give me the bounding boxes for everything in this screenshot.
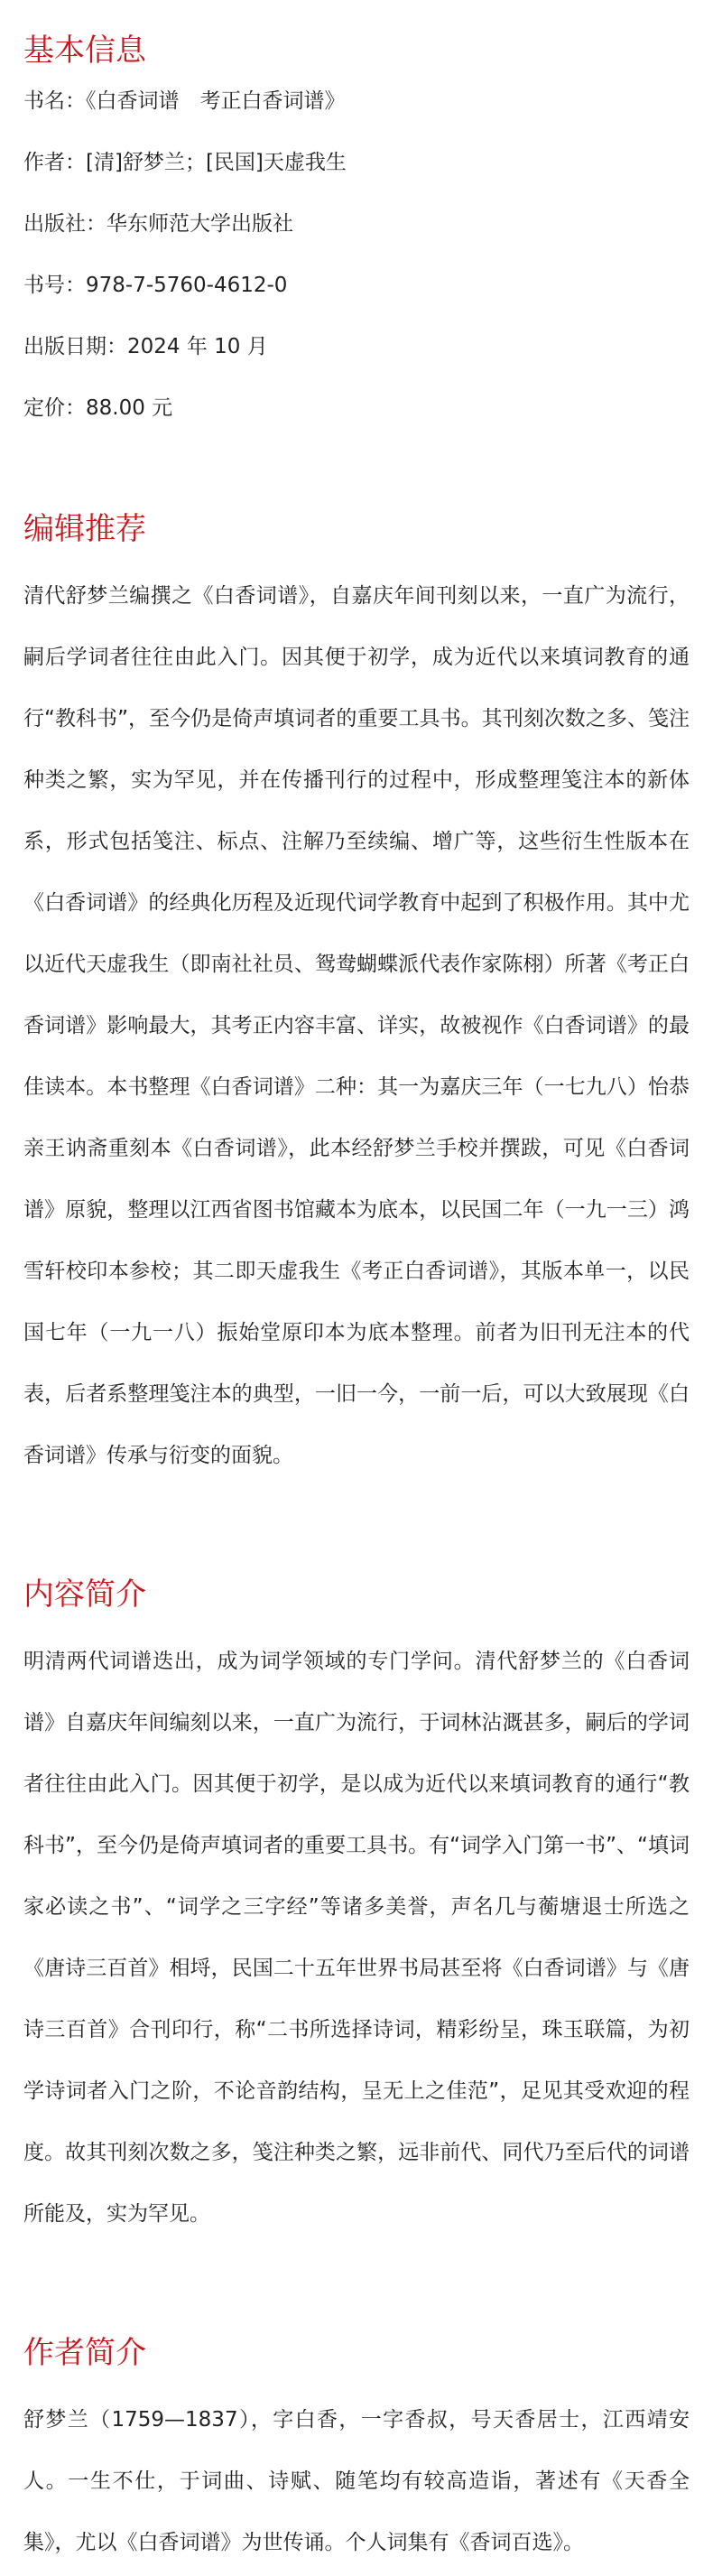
- content-intro-section: [23, 1575, 690, 2245]
- editor-recommend-paragraph: 清代舒梦兰编撰之《白香词谱》，自嘉庆年间刊刻以来，一直广为流行，嗣后学词者往往由此入门。因其便于初学，成为近代以来填词教育的通行“教科书”，至今仍是倚声填词者的重要工具书。其刊刻次数之多、笺注种类之繁，实为罕见，并在传播刊行的过程中，形成整理笺注本的新体系，形式包括笺注、标点、注解乃至续编、增广等，这些衍生性版本在《白香词谱》的经典化历程及近现代词学教育中起到了积极作用。其中尤以近代天虚我生（即南社社员、鸳鸯蝴蝶派代表作家陈栩）所著《考正白香词谱》影响最大，其考正内容丰富、详实，故被视作《白香词谱》的最佳读本。本书整理《白香词谱》二种：其一为嘉庆三年（一七九八）怡恭亲王讷斋重刻本《白香词谱》，此本经舒梦兰手校并撰跋，可见《白香词谱》原貌，整理以江西省图书馆藏本为底本，以民国二年（一九一三）鸿雪轩校印本参校；其二即天虚我生《考正白香词谱》，其版本单一，以民国七年（一九一八）振始堂原印本为底本整理。前者为旧刊无注本的代表，后者系整理笺注本的典型，一旧一今，一前一后，可以大致展现《白香词谱》传承与衍变的面貌。: [23, 584, 690, 1467]
- info-publisher: 出版社：华东师范大学出版社: [23, 212, 293, 236]
- content-intro-paragraph: 明清两代词谱迭出，成为词学领域的专门学问。清代舒梦兰的《白香词谱》自嘉庆年间编刻以来，一直广为流行，于词林沾溉甚多，嗣后的学词者往往由此入门。因其便于初学，是以成为近代以来填词教育的通行“教科书”，至今仍是倚声填词者的重要工具书。有“词学入门第一书”、“填词家必读之书”、“词学之三字经”等诸多美誉，声名几与蘅塘退士所选之《唐诗三百首》相埒，民国二十五年世界书局甚至将《白香词谱》与《唐诗三百首》合刊印行，称“二书所选择诗词，精彩纷呈，珠玉联篇，为初学诗词者入门之阶，不论音韵结构，呈无上之佳范”，足见其受欢迎的程度。故其刊刻次数之多，笺注种类之繁，远非前代、同代乃至后代的词谱所能及，实为罕见。: [23, 1650, 690, 2226]
- author-intro-heading: 作者简介: [23, 2335, 146, 2371]
- info-book-title: 书名：《白香词谱 考正白香词谱》: [23, 89, 346, 113]
- author-intro-section: [23, 2333, 690, 2573]
- editor-recommend-section: [23, 509, 690, 1486]
- content-intro-heading: 内容简介: [23, 1576, 146, 1613]
- info-price: 定价：88.00 元: [23, 396, 173, 420]
- author-intro-paragraph: 舒梦兰（1759—1837），字白香，一字香叔，号天香居士，江西靖安人。一生不仕，于词曲、诗赋、随笔均有较高造诣，著述有《天香全集》，尤以《白香词谱》为世传诵。个人词集有《香词百选》。: [23, 2408, 690, 2554]
- basic-info-list: [23, 87, 690, 423]
- editor-recommend-heading: 编辑推荐: [23, 511, 146, 547]
- info-publish-date: 出版日期：2024 年 10 月: [23, 335, 268, 358]
- info-author: 作者：[清]舒梦兰；[民国]天虚我生: [23, 151, 347, 174]
- basic-info-section: [23, 31, 690, 423]
- basic-info-heading: 基本信息: [23, 33, 146, 69]
- info-isbn: 书号：978-7-5760-4612-0: [23, 274, 288, 297]
